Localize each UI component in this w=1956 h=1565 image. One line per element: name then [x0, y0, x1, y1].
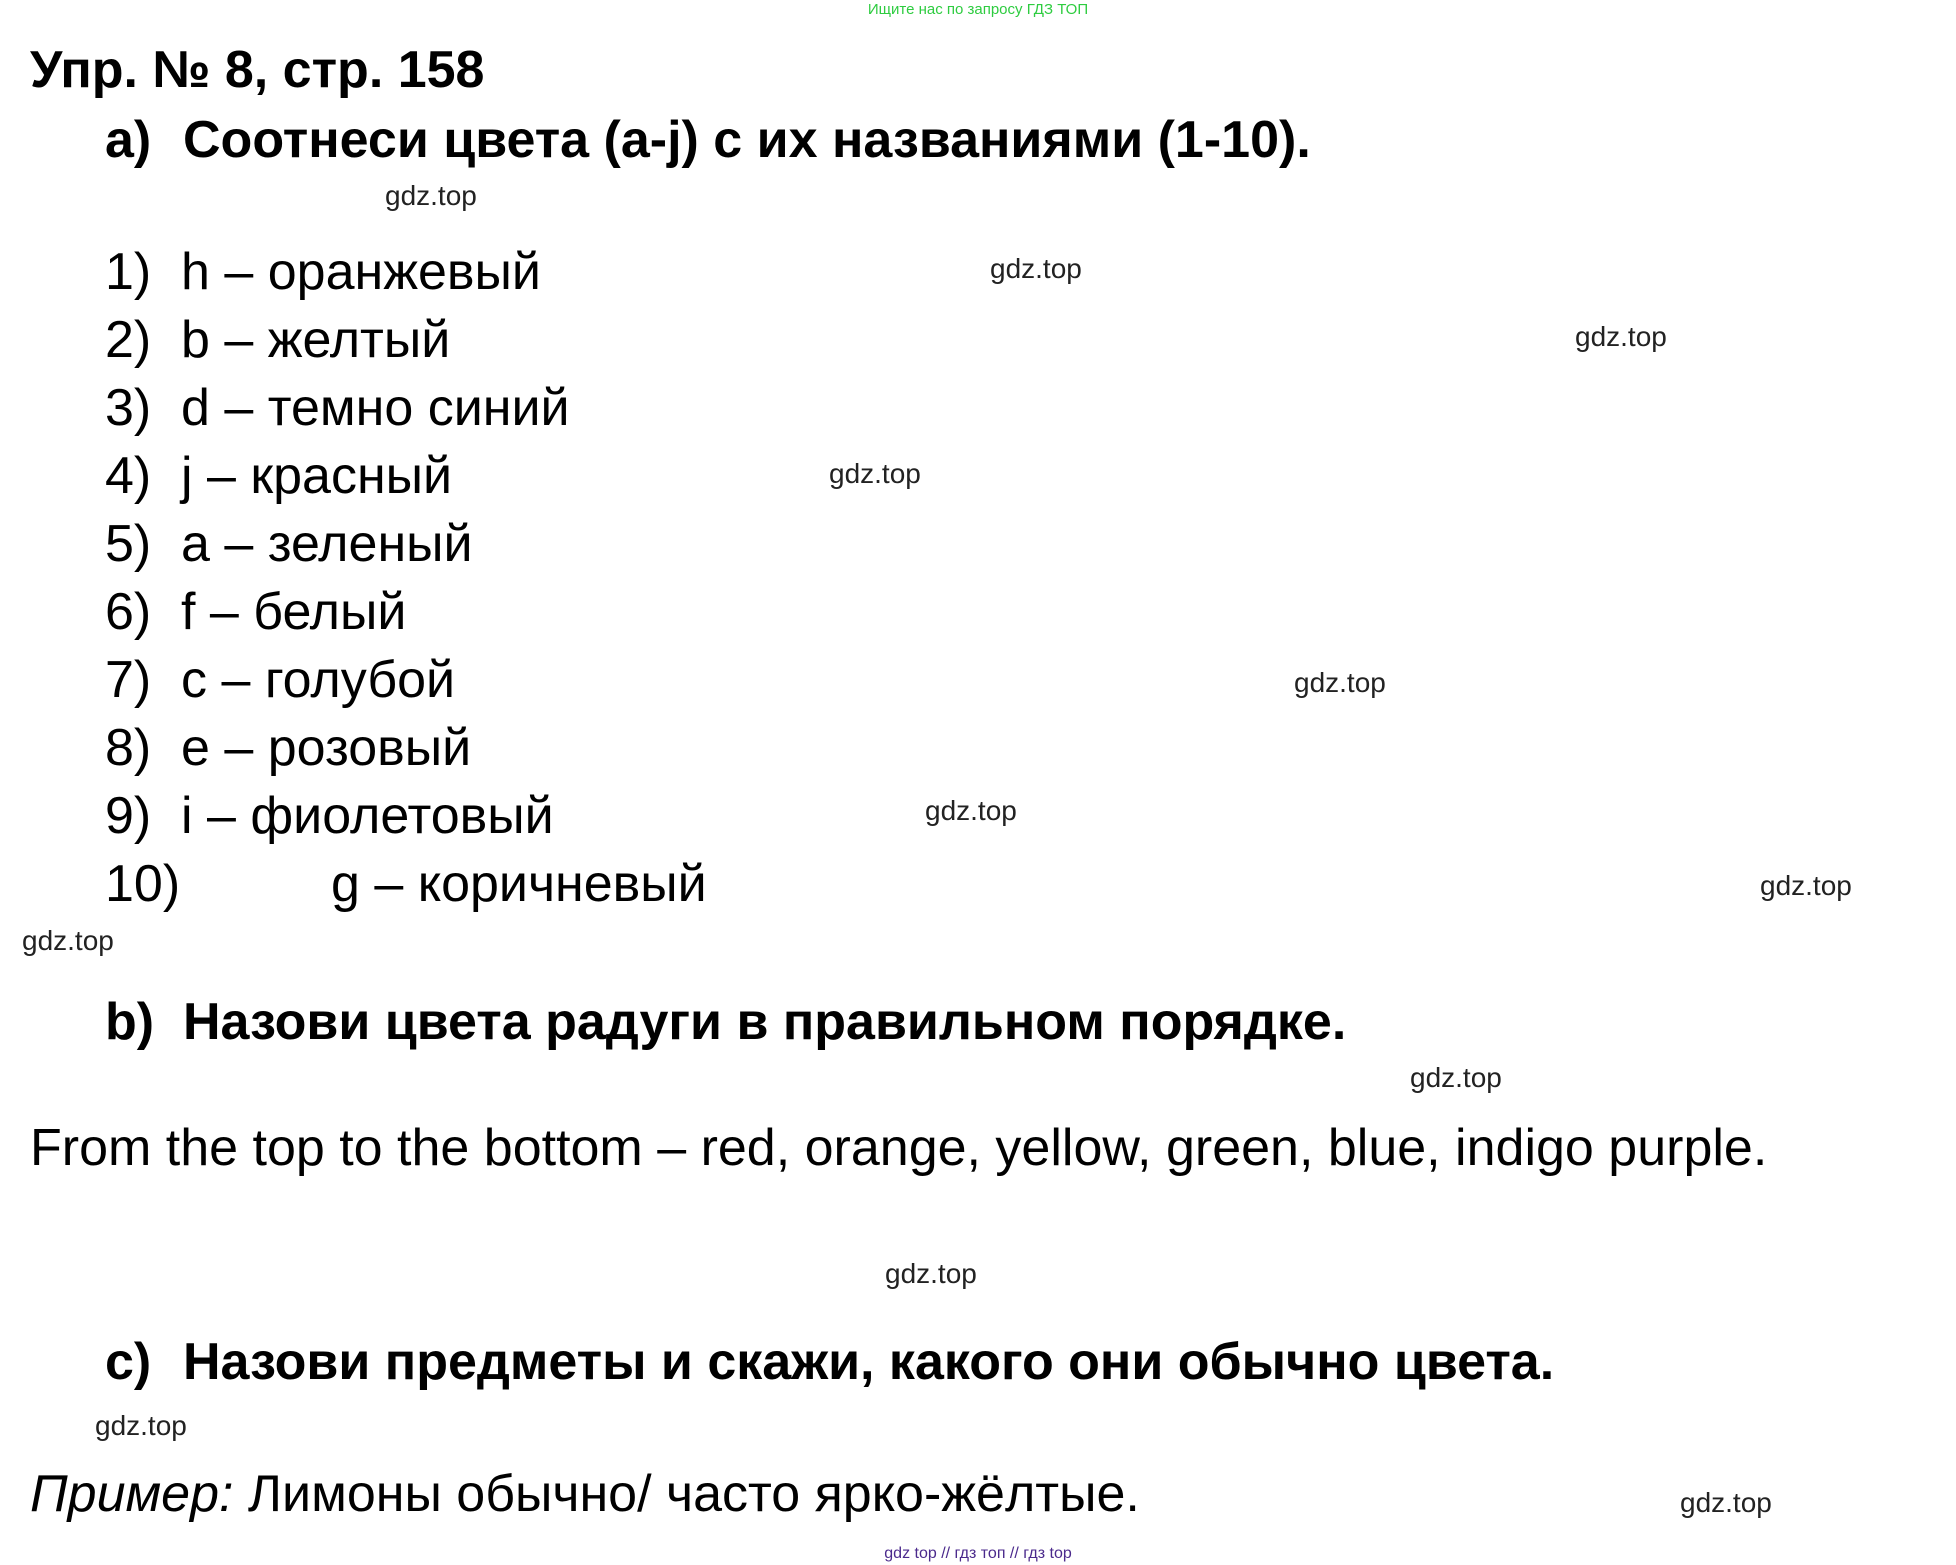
item-number: 5) [105, 515, 152, 573]
section-b-heading [105, 990, 1346, 1054]
item-text: h – оранжевый [181, 243, 541, 301]
watermark: gdz.top [95, 1410, 187, 1441]
list-item [105, 306, 707, 374]
list-item [105, 714, 707, 782]
list-item [105, 578, 707, 646]
watermark: gdz.top [1294, 667, 1386, 698]
list-item [105, 510, 707, 578]
section-a-letter: a) [105, 111, 152, 169]
item-number: 3) [105, 379, 152, 437]
list-item [105, 238, 707, 306]
item-number: 2) [105, 311, 152, 369]
answers-list [105, 238, 707, 918]
item-text: i – фиолетовый [181, 787, 554, 845]
item-text: f – белый [181, 583, 407, 641]
watermark: gdz.top [1760, 870, 1852, 901]
watermark: gdz.top [885, 1258, 977, 1289]
item-number: 6) [105, 583, 152, 641]
example-text: Лимоны обычно/ часто ярко-жёлтые. [233, 1465, 1140, 1523]
section-b-answer: From the top to the bottom – red, orange, yellow, green, blue, indigo purple. [30, 1119, 1768, 1177]
section-c-example [30, 1462, 1140, 1526]
item-text: a – зеленый [181, 515, 473, 573]
item-text: j – красный [181, 447, 453, 505]
section-c-heading [105, 1330, 1554, 1394]
list-item [105, 782, 707, 850]
watermark: gdz.top [22, 925, 114, 956]
exercise-title: Упр. № 8, стр. 158 [30, 41, 485, 99]
watermark: gdz.top [1575, 321, 1667, 352]
item-number: 10) [105, 855, 181, 913]
item-number: 8) [105, 719, 152, 777]
item-number: 4) [105, 447, 152, 505]
list-item [105, 442, 707, 510]
example-label: Пример: [30, 1465, 234, 1523]
footer-watermark: gdz top // гдз топ // гдз top [884, 1545, 1072, 1562]
section-b-heading-text: Назови цвета радуги в правильном порядке. [183, 993, 1347, 1051]
item-number: 7) [105, 651, 152, 709]
watermark: gdz.top [385, 180, 477, 211]
watermark: gdz.top [925, 795, 1017, 826]
top-banner: Ищите нас по запросу ГДЗ ТОП [867, 1, 1089, 18]
section-a-heading [105, 108, 1311, 172]
item-text: g – коричневый [331, 855, 707, 913]
item-number: 1) [105, 243, 152, 301]
section-c-heading-text: Назови предметы и скажи, какого они обычно цвета. [183, 1333, 1555, 1391]
section-a-heading-text: Соотнеси цвета (a-j) с их названиями (1-10). [183, 111, 1311, 169]
list-item [105, 850, 707, 918]
list-item [105, 374, 707, 442]
item-text: b – желтый [181, 311, 451, 369]
list-item [105, 646, 707, 714]
section-b-letter: b) [105, 993, 155, 1051]
item-text: e – розовый [181, 719, 472, 777]
item-number: 9) [105, 787, 152, 845]
watermark: gdz.top [990, 253, 1082, 284]
watermark: gdz.top [1410, 1062, 1502, 1093]
watermark: gdz.top [1680, 1487, 1772, 1518]
item-text: c – голубой [181, 651, 456, 709]
section-c-letter: c) [105, 1333, 152, 1391]
item-text: d – темно синий [181, 379, 570, 437]
watermark: gdz.top [829, 458, 921, 489]
